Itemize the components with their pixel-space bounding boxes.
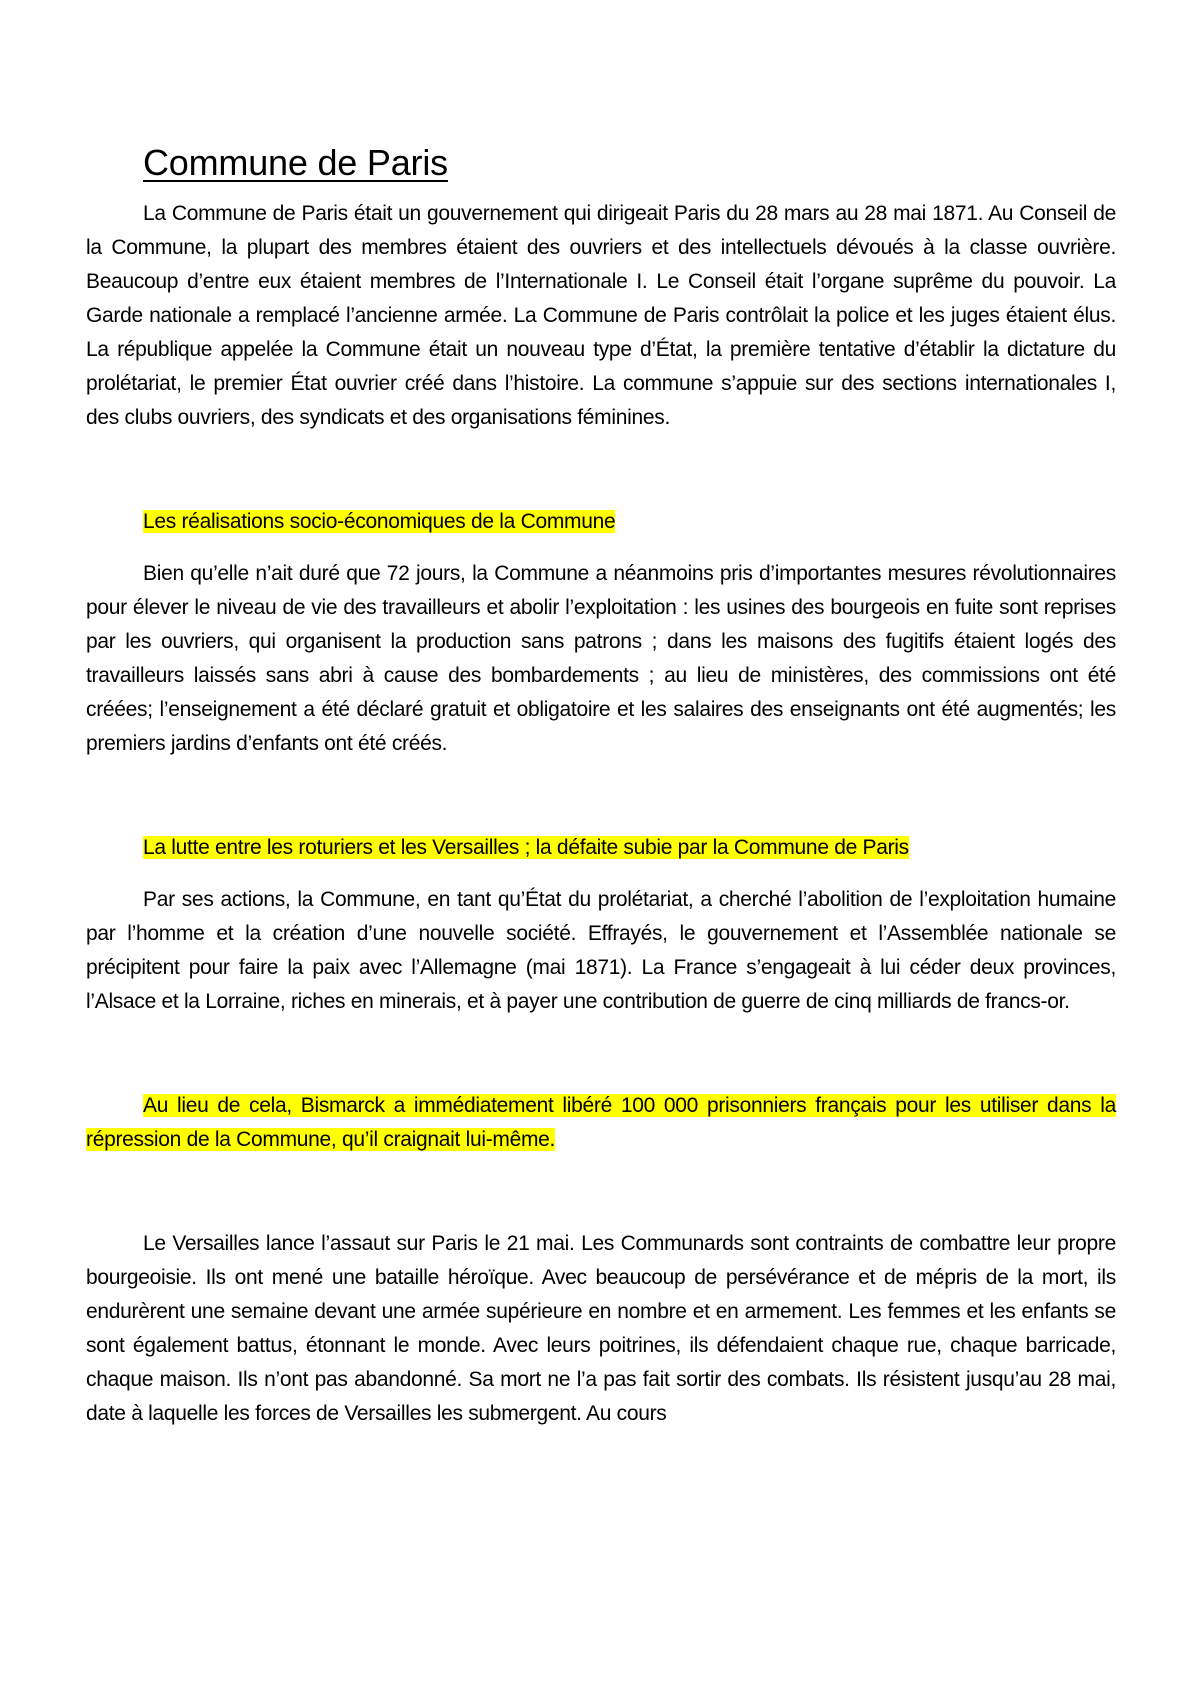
assault-paragraph: Le Versailles lance l’assaut sur Paris le 21 mai. Les Communards sont contraints de combattre leur propre bourgeoisie. Ils ont mené une bataille héroïque. Avec beaucoup de persévérance et de mépris de la mort, ils endurèrent une semaine devant une armée supérieure en nombre et en armement. Les femmes et les enfants se sont également battus, étonnant le monde. Avec leurs poitrines, ils défendaient chaque rue, chaque barricade, chaque maison. Ils n’ont pas abandonné. Sa mort ne l’a pas fait sortir des combats. Ils résistent jusqu’au 28 mai, date à laquelle les forces de Versailles les submergent. Au cours (86, 1231, 1116, 1425)
document-page (86, 140, 1116, 1431)
spacer (86, 1019, 1116, 1089)
intro-paragraph: La Commune de Paris était un gouvernement qui dirigeait Paris du 28 mars au 28 mai 1871. Au Conseil de la Commune, la plupart des membres étaient des ouvriers et des intellectuels dévoués à la classe ouvrière. Beaucoup d’entre eux étaient membres de l’Internationale I. Le Conseil était l’organe suprême du pouvoir. La Garde nationale a remplacé l’ancienne armée. La Commune de Paris contrôlait la police et les juges étaient élus. La république appelée la Commune était un nouveau type d’État, la première tentative d’établir la dictature du prolétariat, le premier État ouvrier créé dans l’histoire. La commune s’appuie sur des sections internationales I, des clubs ouvriers, des syndicats et des organisations féminines. (86, 201, 1116, 429)
struggle-paragraph: Par ses actions, la Commune, en tant qu’État du prolétariat, a cherché l’abolition de l’exploitation humaine par l’homme et la création d’une nouvelle société. Effrayés, le gouvernement et l’Assemblée nationale se précipitent pour faire la paix avec l’Allemagne (mai 1871). La France s’engageait à lui céder deux provinces, l’Alsace et la Lorraine, riches en minerais, et à payer une contribution de guerre de cinq milliards de francs-or. (86, 887, 1116, 1013)
highlight: La lutte entre les roturiers et les Versailles ; la défaite subie par la Commune de Paris (143, 835, 909, 859)
section-heading-achievements (86, 505, 1116, 539)
section-heading-struggle (86, 831, 1116, 865)
bismarck-paragraph (86, 1089, 1116, 1157)
highlight: Les réalisations socio-économiques de la Commune (143, 509, 616, 533)
spacer (86, 435, 1116, 505)
page-title: Commune de Paris (143, 142, 448, 183)
spacer (86, 761, 1116, 831)
highlight: Au lieu de cela, Bismarck a immédiatement libéré 100 000 prisonniers français pour les utiliser dans la répression de la Commune, qu’il craignait lui-même. (86, 1093, 1116, 1151)
spacer (86, 865, 1116, 883)
spacer (86, 1157, 1116, 1227)
spacer (86, 539, 1116, 557)
achievements-paragraph: Bien qu’elle n’ait duré que 72 jours, la Commune a néanmoins pris d’importantes mesures révolutionnaires pour élever le niveau de vie des travailleurs et abolir l’exploitation : les usines des bourgeois en fuite sont reprises par les ouvriers, qui organisent la production sans patrons ; dans les maisons des fugitifs étaient logés des travailleurs laissés sans abri à cause des bombardements ; au lieu de ministères, des commissions ont été créées; l’enseignement a été déclaré gratuit et obligatoire et les salaires des enseignants ont été augmentés; les premiers jardins d’enfants ont été créés. (86, 561, 1116, 755)
